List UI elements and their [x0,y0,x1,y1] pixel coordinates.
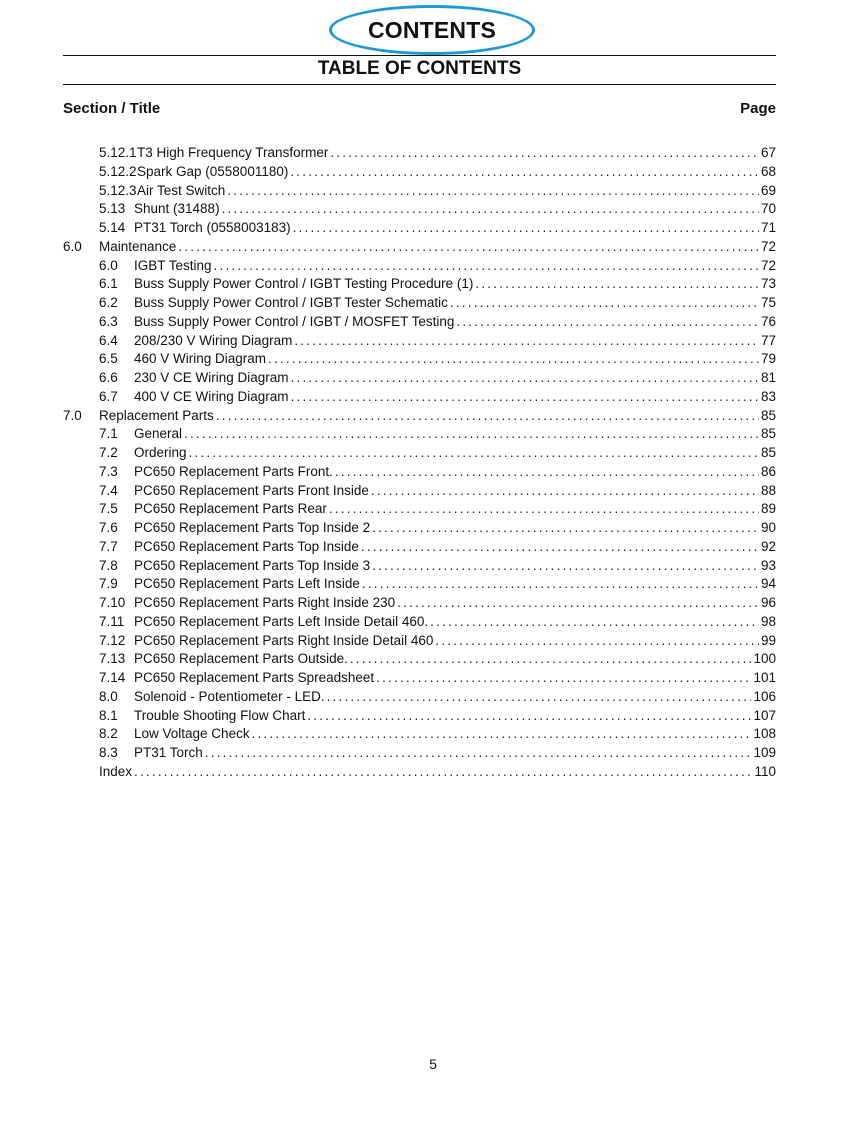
toc-entry[interactable] [0,218,866,237]
toc-entry-title: 208/230 V Wiring Diagram [134,332,293,348]
toc-entry-number: 8.1 [99,707,118,723]
dot-leader [252,724,752,743]
toc-entry-number: 7.1 [99,426,118,442]
toc-entry-title: 400 V CE Wiring Diagram [134,388,289,404]
toc-entry-number: 6.6 [99,370,118,385]
contents-badge [329,5,535,55]
dot-leader [184,424,759,443]
toc-entry-page: 93 [760,557,776,573]
dot-leader [222,199,759,218]
dot-leader [329,499,759,518]
dot-leader [291,368,759,387]
toc-entry[interactable] [0,499,866,518]
toc-entry-page: 73 [760,276,776,292]
dot-leader [456,312,759,331]
toc-entry-number: 6.2 [99,295,118,310]
toc-entry-page: 67 [760,145,776,160]
column-header-section: Section / Title [63,100,161,117]
toc-entry-page: 69 [760,182,776,198]
toc-entry-page: 77 [760,332,776,348]
toc-entry-number: 6.4 [99,332,118,348]
dot-leader [397,593,759,612]
toc-entry-number: 7.6 [99,520,118,535]
toc-entry-number: 7.5 [99,501,118,517]
toc-entry-page: 86 [760,463,776,479]
dot-leader [372,556,759,575]
toc-entry-page: 110 [754,763,776,779]
toc-entry-page: 85 [760,407,776,423]
toc-entry-number: 7.3 [99,463,118,479]
toc-entry[interactable] [0,256,866,275]
toc-entry[interactable] [0,368,866,387]
toc-entry-number: 7.10 [99,595,126,610]
toc-entry-page: 79 [760,351,776,367]
toc-entry-number: 8.2 [99,726,118,742]
dot-leader [450,293,759,312]
toc-entry[interactable] [0,612,866,631]
toc-entry-page: 76 [760,313,776,329]
toc-entry[interactable] [0,312,866,331]
dot-leader [268,349,759,368]
toc-entry[interactable] [0,556,866,575]
toc-entry[interactable] [0,406,866,425]
toc-entry-number: 6.7 [99,388,118,404]
dot-leader [361,537,759,556]
toc-entry-page: 109 [753,745,776,760]
toc-entry-page: 90 [760,520,776,535]
toc-entry-number: 7.12 [99,632,126,648]
toc-entry-title: Air Test Switch [137,182,226,198]
toc-entry-page: 96 [760,595,776,610]
toc-entry-title: Low Voltage Check [134,726,250,742]
toc-entry-page: 81 [760,370,776,385]
toc-entry[interactable] [0,762,866,781]
dot-leader [294,331,759,350]
toc-entry[interactable] [0,706,866,725]
toc-entry-number: 7.0 [63,407,82,423]
toc-entry-title: PC650 Replacement Parts Spreadsheet [134,670,375,685]
dot-leader [290,162,759,181]
toc-entry-number: 7.2 [99,445,118,460]
toc-entry[interactable] [0,181,866,200]
toc-entry[interactable] [0,724,866,743]
toc-entry-title: PT31 Torch [134,745,203,760]
toc-entry-title: IGBT Testing [134,257,212,273]
dot-leader [330,143,759,162]
toc-entry-title: PC650 Replacement Parts Right Inside 230 [134,595,396,610]
toc-entry-page: 88 [760,482,776,498]
toc-entry[interactable] [0,462,866,481]
toc-entry-number: 5.12.3 [99,182,137,198]
toc-entry[interactable] [0,331,866,350]
toc-entry[interactable] [0,687,866,706]
toc-entry-page: 99 [760,632,776,648]
toc-entry-page: 85 [760,445,776,460]
toc-entry-page: 71 [760,220,776,235]
page-title: TABLE OF CONTENTS [317,58,522,79]
toc-entry-number: 5.12.2 [99,163,137,179]
toc-entry-title: 460 V Wiring Diagram [134,351,267,367]
toc-entry-title: Spark Gap (0558001180) [137,163,289,179]
toc-entry-page: 72 [760,238,776,254]
toc-entry-number: 5.12.1 [99,145,137,160]
toc-entry-page: 94 [760,576,776,592]
toc-entry-title: PT31 Torch (0558003183) [134,220,291,235]
column-header-page: Page [740,100,776,117]
toc-entry[interactable] [0,424,866,443]
toc-entry-title: Solenoid - Potentiometer - LED. [134,688,325,704]
toc-entry-title: Buss Supply Power Control / IGBT / MOSFET Testing [134,313,455,329]
toc-entry-number: 6.3 [99,313,118,329]
toc-entry-page: 92 [760,538,776,554]
toc-entry-title: T3 High Frequency Transformer [137,145,329,160]
toc-entry[interactable] [0,443,866,462]
dot-leader [350,649,752,668]
dot-leader [189,443,759,462]
contents-badge-label: CONTENTS [367,16,497,43]
dot-leader [216,406,759,425]
toc-entry-number: 7.7 [99,538,118,554]
toc-entry-page: 108 [753,726,776,742]
toc-entry-page: 98 [760,613,776,629]
toc-entry-title: PC650 Replacement Parts Left Inside Detail 460. [134,613,429,629]
toc-entry-title: Replacement Parts [99,407,214,423]
toc-entry[interactable] [0,649,866,668]
toc-entry-title: General [134,426,183,442]
toc-entry[interactable] [0,143,866,162]
toc-entry-number: 7.8 [99,557,118,573]
toc-entry-title: PC650 Replacement Parts Rear [134,501,327,517]
toc-entry-page: 100 [753,651,776,667]
dot-leader [376,668,751,687]
dot-leader [430,612,759,631]
toc-entry-title: Maintenance [99,238,177,254]
toc-entry[interactable] [0,481,866,500]
toc-entry[interactable] [0,199,866,218]
dot-leader [371,481,759,500]
toc-entry-title: Buss Supply Power Control / IGBT Tester Schematic [134,295,448,310]
toc-entry-title: PC650 Replacement Parts Left Inside [134,576,360,592]
dot-leader [362,574,759,593]
toc-entry-title: PC650 Replacement Parts Outside. [134,651,348,667]
toc-entry-page: 107 [753,707,776,723]
dot-leader [372,518,759,537]
toc-entry-number: 6.1 [99,276,118,292]
toc-entry-title: Shunt (31488) [134,201,220,217]
toc-entry-number: 7.13 [99,651,126,667]
toc-entry-page: 83 [760,388,776,404]
title-rule [63,84,776,85]
toc-entry-number: 7.9 [99,576,118,592]
toc-entry-number: 6.0 [99,257,118,273]
dot-leader [475,274,759,293]
toc-entry-title: Index [99,763,133,779]
dot-leader [134,762,752,781]
toc-entry[interactable] [0,593,866,612]
toc-entry[interactable] [0,668,866,687]
toc-entry-number: 5.13 [99,201,126,217]
dot-leader [335,462,759,481]
toc-entry-number: 8.3 [99,745,118,760]
toc-entry-number: 8.0 [99,688,118,704]
toc-entry[interactable] [0,743,866,762]
toc-entry-page: 106 [753,688,776,704]
toc-entry-title: 230 V CE Wiring Diagram [134,370,289,385]
toc-entry[interactable] [0,293,866,312]
toc-entry[interactable] [0,387,866,406]
toc-entry[interactable] [0,274,866,293]
toc-entry-page: 89 [760,501,776,517]
toc-entry-page: 85 [760,426,776,442]
toc-entry[interactable] [0,518,866,537]
top-rule [63,55,776,56]
toc-entry-title: PC650 Replacement Parts Right Inside Detail 460 [134,632,434,648]
toc-entry-page: 68 [760,163,776,179]
toc-entry-number: 5.14 [99,220,126,235]
dot-leader [435,631,759,650]
toc-entry-title: PC650 Replacement Parts Top Inside [134,538,359,554]
dot-leader [178,237,759,256]
toc-entry[interactable] [0,574,866,593]
dot-leader [327,687,752,706]
toc-entry[interactable] [0,162,866,181]
toc-entry-number: 7.4 [99,482,118,498]
toc-entry-number: 7.14 [99,670,126,685]
toc-entry-title: PC650 Replacement Parts Top Inside 3 [134,557,371,573]
dot-leader [205,743,752,762]
toc-entry-title: PC650 Replacement Parts Front Inside [134,482,369,498]
dot-leader [291,387,759,406]
dot-leader [227,181,759,200]
toc-entry-number: 6.5 [99,351,118,367]
toc-entry-page: 75 [760,295,776,310]
toc-entry-title: PC650 Replacement Parts Top Inside 2 [134,520,371,535]
toc-entry[interactable] [0,349,866,368]
toc-entry-title: Ordering [134,445,187,460]
toc-entry[interactable] [0,237,866,256]
page-number: 5 [429,1056,437,1072]
toc-entry-page: 72 [760,257,776,273]
toc-entry-page: 70 [760,201,776,217]
dot-leader [214,256,759,275]
dot-leader [293,218,759,237]
toc-entry[interactable] [0,537,866,556]
toc-entry-title: Trouble Shooting Flow Chart [134,707,306,723]
toc-entry-title: Buss Supply Power Control / IGBT Testing Procedure (1) [134,276,474,292]
dot-leader [307,706,751,725]
toc-entry-number: 7.11 [99,613,125,629]
toc-entry[interactable] [0,631,866,650]
toc-entry-title: PC650 Replacement Parts Front. [134,463,333,479]
toc-entry-number: 6.0 [63,238,82,254]
toc-entry-page: 101 [753,670,776,685]
